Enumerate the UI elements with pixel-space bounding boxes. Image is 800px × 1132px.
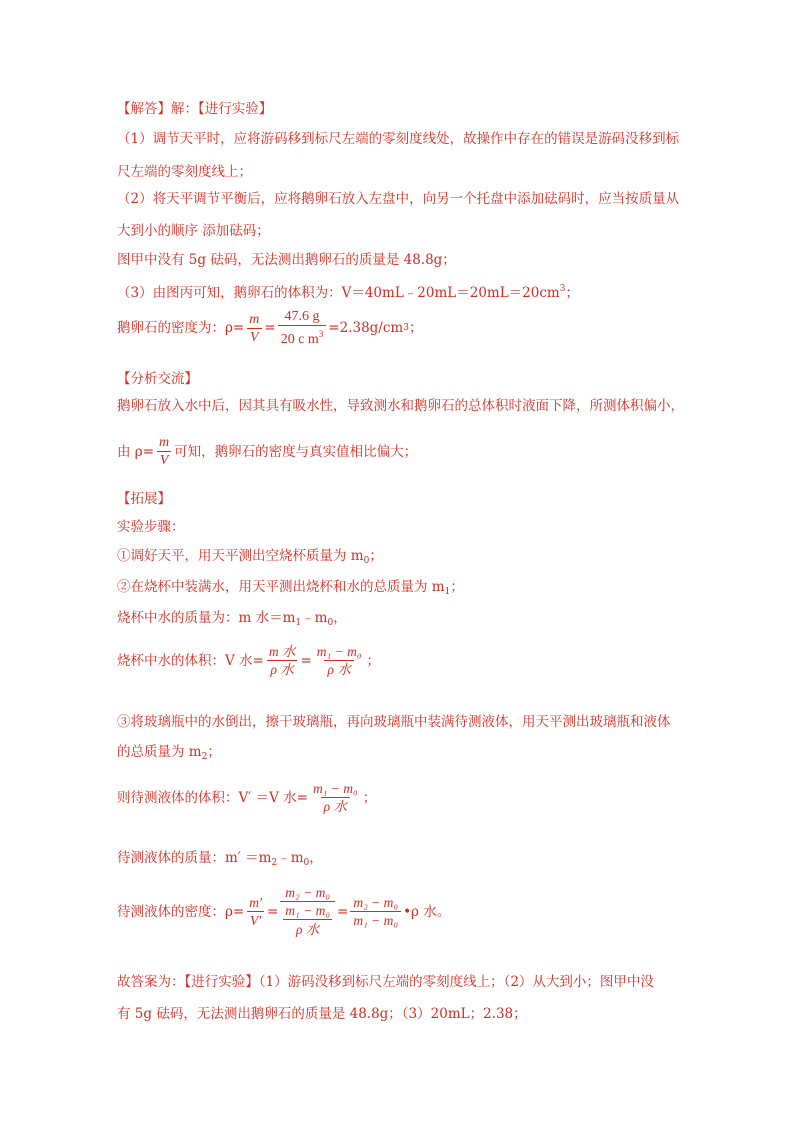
frac-num: m′ — [249, 895, 262, 910]
water-mass — [117, 609, 347, 632]
step1-text: ①调好天平，用天平测出空烧杯质量为 m — [117, 548, 364, 564]
water-vol-frac1 — [266, 643, 299, 678]
answer-tag: 【解答】解：【进行实验】 — [117, 101, 273, 117]
density-result: =2.38g/cm — [328, 320, 404, 336]
ld-frac2 — [280, 884, 335, 939]
liquid-mass-mid: ﹣m — [277, 850, 304, 866]
density-formula: 鹅卵石的密度为：ρ= $\frac{m}{V}$ = $\frac{47.6 g}{20 c m^3}$ =2.38g/cm 3 ； — [117, 309, 423, 347]
density-end: ； — [408, 320, 423, 336]
liquid-mass-text: 待测液体的质量：m′ ＝m — [117, 850, 272, 866]
step2-end: ； — [450, 579, 464, 595]
step3-line2 — [117, 743, 221, 766]
volume-text: （3）由图丙可知，鹅卵石的体积为：V＝40mL﹣20mL＝20mL＝20cm — [117, 285, 560, 301]
liquid-vol-end: ； — [362, 789, 377, 806]
frac-nested-num: m₁ − m₀ — [285, 903, 331, 918]
frac-num: m — [249, 311, 260, 327]
answer-p2-line1: （2）将天平调节平衡后，应将鹅卵石放入左盘中，向另一个托盘中添加砝码时，应当按质量从 — [117, 191, 680, 207]
frac-den: V — [157, 451, 172, 469]
step3-line1: ③将玻璃瓶中的水倒出，擦干玻璃瓶，再向玻璃瓶中装满待测液体，用天平测出玻璃瓶和液体 — [117, 714, 671, 730]
step3-text: 的总质量为 m — [117, 744, 202, 760]
frac-den: ρ 水 — [324, 660, 353, 678]
frac-den-sup: 3 — [318, 329, 324, 339]
frac-den: ρ 水 — [267, 660, 296, 678]
density-frac-values — [278, 308, 327, 348]
analysis-suffix: 可知，鹅卵石的密度与真实值相比偏大； — [174, 443, 418, 460]
density-frac-m-v — [246, 311, 262, 346]
volume-sup: 3 — [559, 284, 566, 294]
density-prefix: 鹅卵石的密度为：ρ= — [117, 320, 245, 336]
step2-text: ②在烧杯中装满水，用天平测出烧杯和水的总质量为 m — [117, 579, 445, 595]
ld-frac1 — [246, 894, 265, 929]
frac-num: m₂ − m₀ — [353, 895, 399, 910]
water-volume-formula: 烧杯中水的体积：V 水= $\frac{\text{m 水}}{\text{ρ 水}}$ = $\frac{\text{m₁ − m₀}}{\text{ρ 水}}$ ； — [117, 644, 381, 677]
liquid-volume-formula — [117, 780, 376, 815]
final-answer-line2: 有 5g 砝码，无法测出鹅卵石的质量是 48.8g；（3）20mL；2.38； — [117, 1006, 527, 1022]
water-mass-sub1: 1 — [295, 618, 302, 628]
frac-num: 47.6 g — [284, 309, 320, 324]
liquid-mass-sub2: 2 — [271, 858, 278, 868]
frac-den: m₁ − m₀ — [350, 911, 401, 929]
analysis-frac — [156, 434, 172, 469]
step3-sub: 2 — [201, 752, 208, 762]
liquid-mass-sub0: 0 — [303, 858, 310, 868]
step3-end: ； — [207, 744, 221, 760]
frac-num: m₂ − m₀ — [285, 885, 331, 900]
frac-den: V′ — [247, 911, 264, 929]
water-mass-end: ， — [333, 610, 347, 626]
step2 — [117, 578, 464, 601]
answer-p1-line1: （1）调节天平时，应将游码移到标尺左端的零刻度线处，故操作中存在的错误是游码没移到标 — [117, 131, 680, 147]
step1-end: ； — [369, 548, 383, 564]
answer-p2-line2: 大到小的顺序 添加砝码； — [117, 223, 270, 239]
frac-den: V — [247, 328, 262, 346]
final-answer-line1: 故答案为：【进行实验】（1）游码没移到标尺左端的零刻度线上；（2）从大到小；图甲中没 — [117, 974, 654, 990]
water-vol-prefix: 烧杯中水的体积：V 水= — [117, 652, 264, 669]
liquid-mass — [117, 849, 323, 872]
steps-title: 实验步骤： — [117, 519, 185, 535]
analysis-tag: 【分析交流】 — [117, 371, 198, 387]
liquid-density-end: •ρ 水。 — [403, 903, 451, 920]
liquid-density-formula: 待测液体的密度：ρ= $\frac{m'}{V'}$ = m₂ − m₀ m₁ − m₀ ρ 水 = $\frac{\text{m₂ − m₀}}{\text{m₁ − m₀}}$ •ρ 水。 — [117, 885, 451, 937]
answer-p1-line2: 尺左端的零刻度线上； — [117, 164, 252, 180]
analysis-prefix: 由 ρ= — [117, 443, 155, 460]
liquid-mass-end: ， — [309, 850, 323, 866]
frac-den: 20 c m — [280, 332, 319, 347]
density-result-sup: 3 — [403, 323, 409, 333]
liquid-vol-prefix: 则待测液体的体积：V′ ＝V 水= — [117, 789, 308, 806]
liquid-density-prefix: 待测液体的密度：ρ= — [117, 903, 245, 920]
frac-num: m₁ − m₀ — [316, 644, 362, 659]
ld-frac3 — [350, 894, 401, 929]
liquid-vol-frac — [310, 780, 361, 815]
frac-num: m 水 — [268, 644, 296, 659]
extend-tag: 【拓展】 — [117, 491, 171, 507]
volume-end: ； — [565, 285, 579, 301]
answer-p3 — [117, 280, 579, 302]
water-mass-sub0: 0 — [327, 618, 334, 628]
analysis-line2 — [117, 434, 417, 469]
water-vol-end: ； — [366, 652, 381, 669]
water-mass-text: 烧杯中水的质量为：m 水＝m — [117, 610, 296, 626]
water-vol-frac2 — [314, 643, 365, 678]
answer-p2-line3: 图甲中没有 5g 砝码，无法测出鹅卵石的质量是 48.8g； — [117, 252, 456, 268]
water-mass-mid: ﹣m — [301, 610, 328, 626]
step1-sub: 0 — [363, 556, 370, 566]
frac-num: m — [159, 435, 170, 450]
step2-sub: 1 — [444, 587, 451, 597]
frac-den: ρ 水 — [321, 797, 350, 815]
step1 — [117, 547, 383, 570]
frac-nested-den: ρ 水 — [295, 922, 320, 937]
analysis-line1: 鹅卵石放入水中后，因其具有吸水性，导致测水和鹅卵石的总体积时液面下降，所测体积偏小， — [117, 398, 684, 414]
frac-num: m₁ − m₀ — [312, 781, 358, 796]
